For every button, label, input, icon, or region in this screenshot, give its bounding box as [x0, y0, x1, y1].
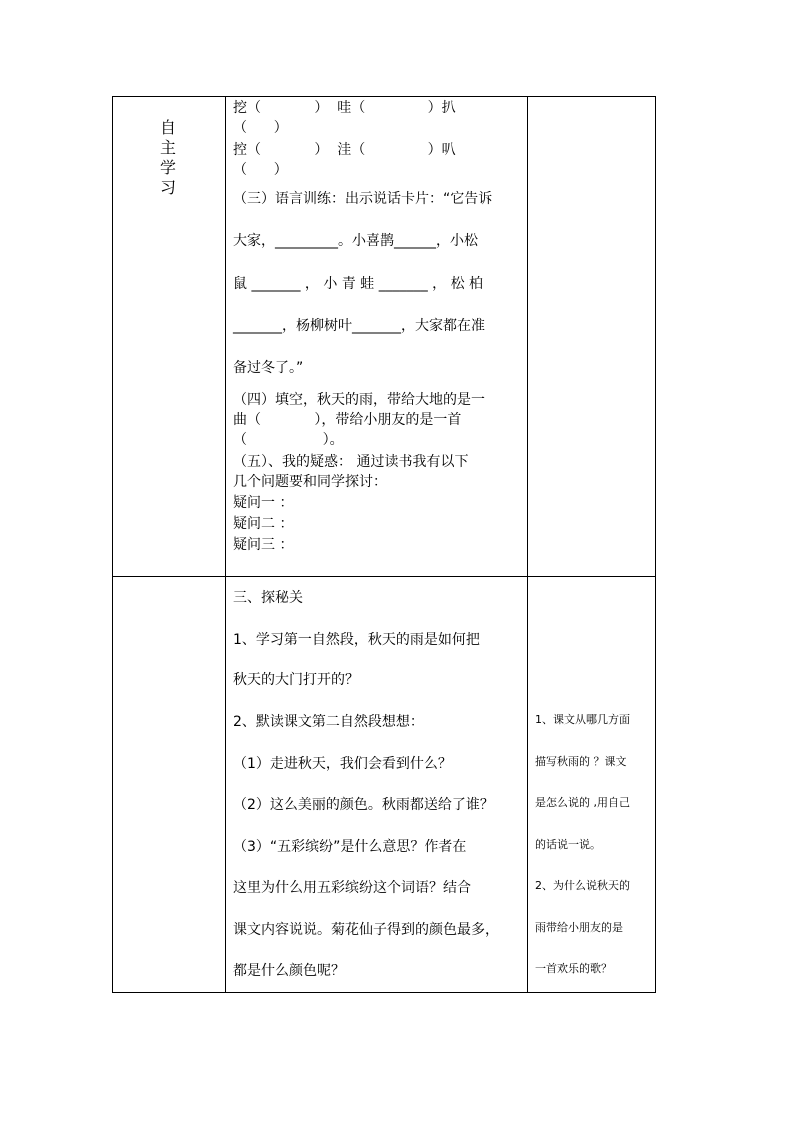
table-column-divider-2 — [527, 96, 528, 993]
explore-line: 1、学习第一自然段，秋天的雨是如何把 — [233, 632, 480, 648]
explore-line: 课文内容说说。菊花仙子得到的颜色最多， — [233, 922, 499, 938]
exercise-line: 几个问题要和同学探讨： — [233, 474, 387, 490]
exercise-line: （ ）。 — [233, 432, 344, 448]
explore-line: （1）走进秋天，我们会看到什么？ — [233, 756, 452, 772]
note-line: 雨带给小朋友的是 — [535, 921, 623, 934]
note-line: 的话说一说。 — [535, 838, 601, 851]
exercise-line: 鼠 _______ ， 小 青 蛙 _______ ， 松 柏 — [233, 276, 484, 292]
note-line: 描写秋雨的 ？课文 — [535, 755, 627, 768]
exercise-line: 控（ ） 洼（ ）叭 — [233, 142, 456, 158]
table-right-border — [655, 96, 656, 993]
exercise-line: _______，杨柳树叶_______，大家都在准 — [233, 318, 485, 334]
exercise-line: 疑问三 ： — [233, 537, 294, 553]
note-line: 一首欢乐的歌？ — [535, 962, 612, 975]
note-line: 2、为什么说秋天的 — [535, 879, 630, 892]
table-row-divider — [112, 576, 656, 577]
exercise-line: 大家，_________。小喜鹊______，小松 — [233, 233, 478, 249]
explore-line: 三、探秘关 — [233, 590, 303, 606]
explore-line: 2、默读课文第二自然段想想： — [233, 714, 424, 730]
exercise-line: 曲（ ），带给小朋友的是一首 — [233, 412, 462, 428]
section-label-char: 学 — [159, 158, 176, 177]
section-label-self-study — [158, 118, 178, 198]
exercise-line: （三）语言训练：出示说话卡片：“它告诉 — [233, 191, 493, 207]
section-label-char: 自 — [159, 118, 176, 137]
table-bottom-border — [112, 992, 656, 993]
exercise-line: （ ） — [233, 162, 288, 178]
note-line: 是怎么说的 ,用自己 — [535, 796, 630, 809]
table-left-border — [112, 96, 113, 993]
explore-line: 都是什么颜色呢？ — [233, 963, 345, 979]
explore-line: 秋天的大门打开的？ — [233, 672, 359, 688]
note-line: 1、课文从哪几方面 — [535, 713, 630, 726]
explore-line: （3）“五彩缤纷”是什么意思？作者在 — [233, 839, 467, 855]
exercise-line: 备过冬了。” — [233, 360, 304, 376]
table-column-divider-1 — [225, 96, 226, 993]
table-top-border — [112, 96, 656, 97]
explore-line: 这里为什么用五彩缤纷这个词语？结合 — [233, 880, 471, 896]
exercise-line: （四）填空，秋天的雨，带给大地的是一 — [233, 392, 485, 408]
exercise-line: （五）、我的疑惑： 通过读书我有以下 — [233, 454, 469, 470]
exercise-line: 挖（ ） 哇（ ）扒 — [233, 100, 456, 116]
section-label-char: 习 — [159, 178, 176, 197]
exercise-line: （ ） — [233, 120, 288, 136]
exercise-line: 疑问二 ： — [233, 516, 294, 532]
exercise-line: 疑问一 ： — [233, 495, 294, 511]
explore-line: （2）这么美丽的颜色。秋雨都送给了谁？ — [233, 797, 494, 813]
section-label-char: 主 — [159, 138, 176, 157]
